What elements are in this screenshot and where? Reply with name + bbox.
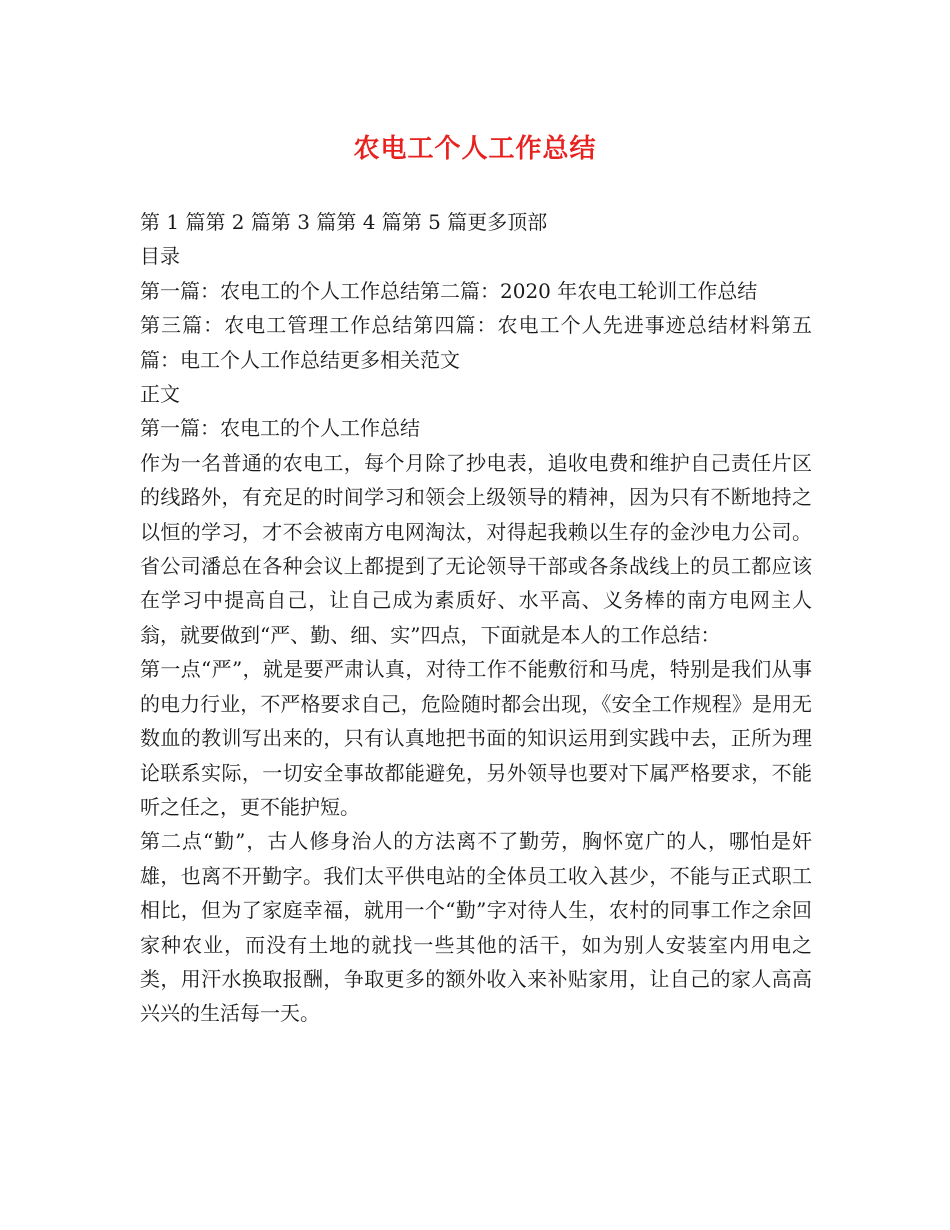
toc-heading: 目录 — [140, 244, 180, 269]
toc-line: 第三篇：农电工管理工作总结第四篇：农电工个人先进事迹总结材料第五篇：电工个人工作总结更多相关范文 — [140, 313, 812, 372]
article-nav — [140, 205, 812, 239]
toc-line: 第一篇：农电工的个人工作总结第二篇：2020 年农电工轮训工作总结 — [140, 278, 758, 303]
nav-article-1-link[interactable]: 第 1 篇 — [140, 210, 206, 234]
body-paragraph: 第一点“严”，就是要严肃认真，对待工作不能敷衍和马虎，特别是我们从事的电力行业，不严格要求自己，危险随时都会出现，《安全工作规程》是用无数血的教训写出来的，只有认真地把书面的知识运用到实践中去，正所为理论联系实际，一切安全事故都能避免，另外领导也要对下属严格要求，不能听之任之，更不能护短。 — [140, 657, 812, 819]
body-heading: 正文 — [140, 382, 180, 407]
page-title: 农电工个人工作总结 — [353, 134, 597, 164]
body-paragraph: 第二点“勤”，古人修身治人的方法离不了勤劳，胸怀宽广的人，哪怕是奸雄，也离不开勤字。我们太平供电站的全体员工收入甚少，不能与正式职工相比，但为了家庭幸福，就用一个“勤”字对待人生，农村的同事工作之余回家种农业，而没有土地的就找一些其他的活干，如为别人安装室内用电之类，用汗水换取报酬，争取更多的额外收入来补贴家用，让自己的家人高高兴兴的生活每一天。 — [140, 829, 812, 1026]
nav-more-link[interactable]: 更多 — [467, 210, 508, 234]
nav-top-link[interactable]: 顶部 — [507, 210, 548, 234]
section-heading: 第一篇：农电工的个人工作总结 — [140, 416, 420, 441]
nav-article-5-link[interactable]: 第 5 篇 — [401, 210, 468, 234]
nav-article-4-link[interactable]: 第 4 篇 — [336, 210, 402, 234]
nav-article-2-link[interactable]: 第 2 篇 — [205, 210, 271, 234]
document-body — [140, 205, 812, 1031]
nav-article-3-link[interactable]: 第 3 篇 — [270, 210, 337, 234]
body-paragraph: 作为一名普通的农电工，每个月除了抄电表，追收电费和维护自己责任片区的线路外，有充足的时间学习和领会上级领导的精神，因为只有不断地持之以恒的学习，才不会被南方电网淘汰，对得起我赖以生存的金沙电力公司。省公司潘总在各种会议上都提到了无论领导干部或各条战线上的员工都应该在学习中提高自己，让自己成为素质好、水平高、义务棒的南方电网主人翁，就要做到“严、勤、细、实”四点，下面就是本人的工作总结： — [140, 450, 812, 647]
